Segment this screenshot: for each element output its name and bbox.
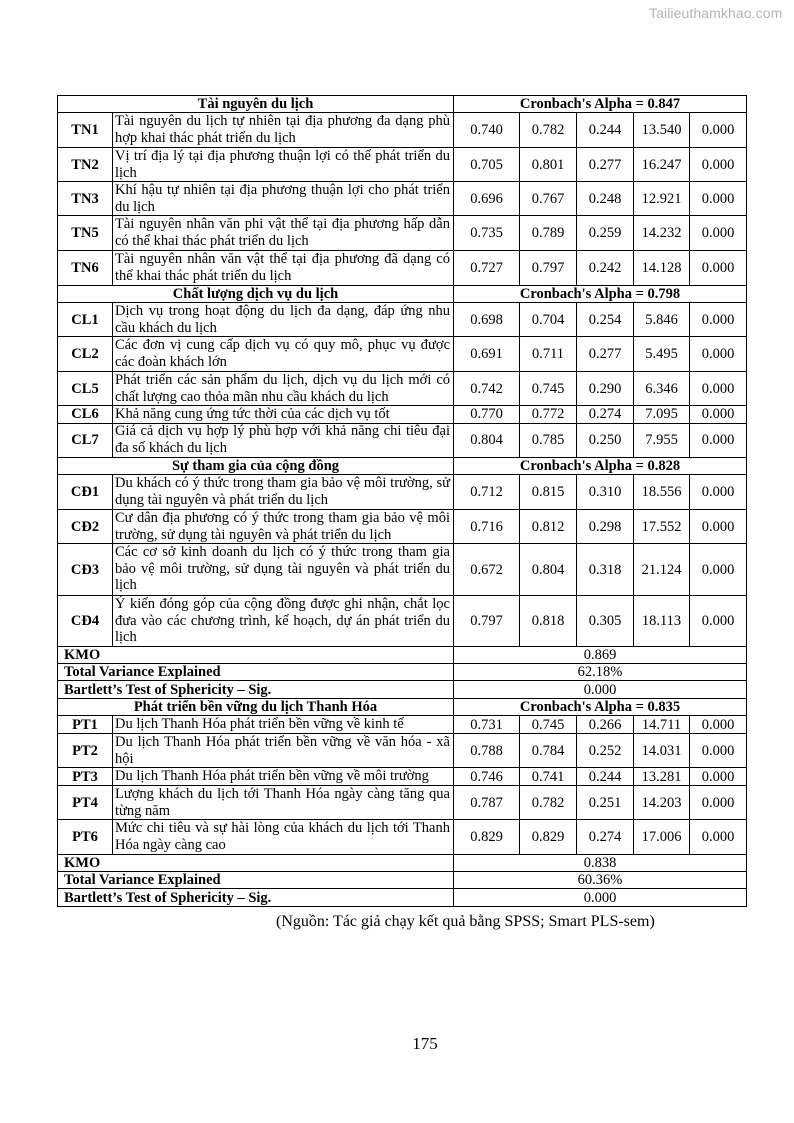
value-col-4: 5.846 — [634, 303, 690, 337]
table-row — [58, 303, 747, 337]
item-code: CĐ2 — [58, 510, 113, 544]
value-col-4: 17.006 — [634, 820, 690, 855]
item-code: CL6 — [58, 406, 113, 424]
value-col-2: 0.745 — [520, 716, 577, 734]
value-col-4: 14.203 — [634, 786, 690, 820]
value-col-5: 0.000 — [690, 786, 747, 820]
value-col-1: 0.788 — [454, 734, 520, 768]
table-row — [58, 475, 747, 510]
value-col-5: 0.000 — [690, 734, 747, 768]
table-row — [58, 337, 747, 372]
value-col-5: 0.000 — [690, 148, 747, 182]
value-col-1: 0.797 — [454, 596, 520, 647]
item-code: CĐ4 — [58, 596, 113, 647]
value-col-3: 0.259 — [577, 216, 634, 251]
value-col-4: 13.281 — [634, 768, 690, 786]
section-title: Tài nguyên du lịch — [58, 96, 454, 113]
value-col-3: 0.305 — [577, 596, 634, 647]
value-col-2: 0.812 — [520, 510, 577, 544]
value-col-4: 12.921 — [634, 182, 690, 216]
value-col-1: 0.746 — [454, 768, 520, 786]
value-col-3: 0.298 — [577, 510, 634, 544]
value-col-2: 0.782 — [520, 113, 577, 148]
cronbach-alpha: Cronbach's Alpha = 0.847 — [454, 96, 747, 113]
table-row — [58, 768, 747, 786]
value-col-1: 0.716 — [454, 510, 520, 544]
item-code: CĐ3 — [58, 544, 113, 596]
value-col-3: 0.248 — [577, 182, 634, 216]
value-col-3: 0.251 — [577, 786, 634, 820]
value-col-1: 0.712 — [454, 475, 520, 510]
table-row — [58, 251, 747, 286]
table-row — [58, 113, 747, 148]
section-header-row — [58, 699, 747, 716]
item-code: PT6 — [58, 820, 113, 855]
table-row — [58, 216, 747, 251]
value-col-5: 0.000 — [690, 303, 747, 337]
stat-label: Bartlett’s Test of Sphericity – Sig. — [58, 681, 454, 699]
table-row — [58, 596, 747, 647]
item-description: Mức chi tiêu và sự hài lòng của khách du lịch tới Thanh Hóa ngày càng cao — [113, 820, 454, 855]
value-col-1: 0.735 — [454, 216, 520, 251]
item-code: TN6 — [58, 251, 113, 286]
table-row — [58, 406, 747, 423]
value-col-4: 17.552 — [634, 510, 690, 544]
item-description: Du lịch Thanh Hóa phát triển bền vững về kinh tế — [113, 716, 454, 734]
item-description: Tài nguyên du lịch tự nhiên tại địa phương đa dạng phù hợp khai thác phát triển du lịch — [113, 113, 454, 148]
value-col-2: 0.785 — [520, 423, 577, 458]
value-col-3: 0.252 — [577, 734, 634, 768]
item-description: Các cơ sở kinh doanh du lịch có ý thức trong tham gia bảo vệ môi trường, sử dụng tài nguyên và phát triển du lịch — [113, 544, 454, 596]
value-col-3: 0.290 — [577, 372, 634, 406]
value-col-2: 0.741 — [520, 768, 577, 786]
value-col-2: 0.815 — [520, 475, 577, 510]
item-code: CL1 — [58, 303, 113, 337]
value-col-2: 0.704 — [520, 303, 577, 337]
item-code: TN2 — [58, 148, 113, 182]
source-note: (Nguồn: Tác giả chạy kết quả bằng SPSS; Smart PLS-sem) — [276, 913, 655, 930]
value-col-5: 0.000 — [690, 544, 747, 596]
item-code: TN5 — [58, 216, 113, 251]
value-col-5: 0.000 — [690, 372, 747, 406]
item-code: CL5 — [58, 372, 113, 406]
item-code: TN1 — [58, 113, 113, 148]
value-col-3: 0.244 — [577, 768, 634, 786]
item-code: PT3 — [58, 768, 113, 786]
value-col-4: 14.031 — [634, 734, 690, 768]
value-col-1: 0.696 — [454, 182, 520, 216]
value-col-1: 0.731 — [454, 716, 520, 734]
value-col-4: 18.556 — [634, 475, 690, 510]
value-col-1: 0.742 — [454, 372, 520, 406]
item-description: Lượng khách du lịch tới Thanh Hóa ngày càng tăng qua từng năm — [113, 786, 454, 820]
section-header-row — [58, 458, 747, 475]
section-title: Sự tham gia của cộng đồng — [58, 458, 454, 475]
value-col-4: 6.346 — [634, 372, 690, 406]
stat-label: Bartlett’s Test of Sphericity – Sig. — [58, 889, 454, 907]
value-col-2: 0.782 — [520, 786, 577, 820]
table-row — [58, 182, 747, 216]
section-title: Chất lượng dịch vụ du lịch — [58, 286, 454, 303]
stat-value: 62.18% — [454, 664, 747, 681]
value-col-5: 0.000 — [690, 716, 747, 734]
value-col-5: 0.000 — [690, 768, 747, 786]
value-col-3: 0.250 — [577, 423, 634, 458]
cronbach-alpha: Cronbach's Alpha = 0.798 — [454, 286, 747, 303]
value-col-5: 0.000 — [690, 216, 747, 251]
value-col-5: 0.000 — [690, 113, 747, 148]
stat-label: KMO — [58, 855, 454, 872]
item-code: PT4 — [58, 786, 113, 820]
table-row — [58, 423, 747, 458]
value-col-2: 0.784 — [520, 734, 577, 768]
item-description: Tài nguyên nhân văn phi vật thể tại địa phương hấp dẫn có thể khai thác phát triển du lịch — [113, 216, 454, 251]
value-col-3: 0.266 — [577, 716, 634, 734]
value-col-4: 14.128 — [634, 251, 690, 286]
value-col-1: 0.705 — [454, 148, 520, 182]
table-row — [58, 820, 747, 855]
value-col-5: 0.000 — [690, 406, 747, 424]
item-code: PT2 — [58, 734, 113, 768]
item-description: Du lịch Thanh Hóa phát triển bền vững về văn hóa - xã hội — [113, 734, 454, 768]
item-description: Phát triển các sản phẩm du lịch, dịch vụ du lịch mới có chất lượng cao thỏa mãn nhu cầu khách du lịch — [113, 372, 454, 406]
value-col-5: 0.000 — [690, 820, 747, 855]
value-col-4: 16.247 — [634, 148, 690, 182]
item-description: Khả năng cung ứng tức thời của các dịch vụ tốt — [113, 406, 454, 424]
item-description: Khí hậu tự nhiên tại địa phương thuận lợi cho phát triển du lịch — [113, 182, 454, 216]
table-row — [58, 544, 747, 596]
value-col-1: 0.770 — [454, 406, 520, 424]
value-col-5: 0.000 — [690, 596, 747, 647]
stat-row — [58, 647, 747, 664]
stat-value: 0.000 — [454, 889, 747, 907]
value-col-5: 0.000 — [690, 337, 747, 372]
item-description: Dịch vụ trong hoạt động du lịch đa dạng, đáp ứng nhu cầu khách du lịch — [113, 303, 454, 337]
value-col-3: 0.242 — [577, 251, 634, 286]
item-code: CL2 — [58, 337, 113, 372]
value-col-4: 7.095 — [634, 406, 690, 424]
stat-row — [58, 681, 747, 699]
value-col-5: 0.000 — [690, 510, 747, 544]
item-description: Giá cả dịch vụ hợp lý phù hợp với khả năng chi tiêu đại đa số khách du lịch — [113, 423, 454, 458]
value-col-1: 0.804 — [454, 423, 520, 458]
results-table — [57, 95, 747, 907]
value-col-2: 0.818 — [520, 596, 577, 647]
value-col-4: 14.232 — [634, 216, 690, 251]
value-col-2: 0.789 — [520, 216, 577, 251]
value-col-5: 0.000 — [690, 182, 747, 216]
stat-value: 0.838 — [454, 855, 747, 872]
value-col-3: 0.277 — [577, 148, 634, 182]
table-row — [58, 734, 747, 768]
value-col-3: 0.274 — [577, 820, 634, 855]
page-number: 175 — [412, 1034, 438, 1053]
stat-value: 0.000 — [454, 681, 747, 699]
stat-row — [58, 889, 747, 907]
value-col-1: 0.829 — [454, 820, 520, 855]
value-col-4: 21.124 — [634, 544, 690, 596]
stat-value: 60.36% — [454, 872, 747, 889]
watermark: Tailieuthamkhao.com — [649, 5, 783, 21]
cronbach-alpha: Cronbach's Alpha = 0.828 — [454, 458, 747, 475]
value-col-4: 14.711 — [634, 716, 690, 734]
value-col-1: 0.691 — [454, 337, 520, 372]
stat-row — [58, 664, 747, 681]
item-code: TN3 — [58, 182, 113, 216]
item-description: Vị trí địa lý tại địa phương thuận lợi có thể phát triển du lịch — [113, 148, 454, 182]
table-row — [58, 510, 747, 544]
value-col-1: 0.672 — [454, 544, 520, 596]
item-description: Tài nguyên nhân văn vật thể tại địa phương đã dạng có thể khai thác phát triển du lịch — [113, 251, 454, 286]
value-col-3: 0.318 — [577, 544, 634, 596]
value-col-1: 0.698 — [454, 303, 520, 337]
section-header-row — [58, 286, 747, 303]
stat-label: Total Variance Explained — [58, 664, 454, 681]
stat-value: 0.869 — [454, 647, 747, 664]
stat-row — [58, 872, 747, 889]
item-description: Ý kiến đóng góp của cộng đồng được ghi nhận, chắt lọc đưa vào các chương trình, kế hoạch, dự án phát triển du lịch — [113, 596, 454, 647]
value-col-2: 0.745 — [520, 372, 577, 406]
value-col-5: 0.000 — [690, 423, 747, 458]
item-description: Du khách có ý thức trong tham gia bảo vệ môi trường, sử dụng tài nguyên và phát triển du lịch — [113, 475, 454, 510]
value-col-3: 0.274 — [577, 406, 634, 424]
stat-row — [58, 855, 747, 872]
item-description: Du lịch Thanh Hóa phát triển bền vững về môi trường — [113, 768, 454, 786]
table-row — [58, 148, 747, 182]
stat-label: KMO — [58, 647, 454, 664]
stat-label: Total Variance Explained — [58, 872, 454, 889]
value-col-2: 0.801 — [520, 148, 577, 182]
item-description: Các đơn vị cung cấp dịch vụ có quy mô, phục vụ được các đoàn khách lớn — [113, 337, 454, 372]
value-col-2: 0.767 — [520, 182, 577, 216]
table-row — [58, 786, 747, 820]
cronbach-alpha: Cronbach's Alpha = 0.835 — [454, 699, 747, 716]
value-col-5: 0.000 — [690, 475, 747, 510]
value-col-4: 7.955 — [634, 423, 690, 458]
value-col-2: 0.829 — [520, 820, 577, 855]
value-col-1: 0.787 — [454, 786, 520, 820]
section-title: Phát triển bền vững du lịch Thanh Hóa — [58, 699, 454, 716]
value-col-3: 0.244 — [577, 113, 634, 148]
value-col-3: 0.310 — [577, 475, 634, 510]
item-code: CL7 — [58, 423, 113, 458]
value-col-4: 13.540 — [634, 113, 690, 148]
value-col-4: 18.113 — [634, 596, 690, 647]
value-col-2: 0.711 — [520, 337, 577, 372]
value-col-3: 0.254 — [577, 303, 634, 337]
item-code: CĐ1 — [58, 475, 113, 510]
value-col-4: 5.495 — [634, 337, 690, 372]
value-col-2: 0.804 — [520, 544, 577, 596]
value-col-2: 0.772 — [520, 406, 577, 424]
value-col-1: 0.740 — [454, 113, 520, 148]
value-col-5: 0.000 — [690, 251, 747, 286]
table-row — [58, 372, 747, 406]
value-col-1: 0.727 — [454, 251, 520, 286]
table-row — [58, 716, 747, 734]
section-header-row — [58, 96, 747, 113]
item-description: Cư dân địa phương có ý thức trong tham gia bảo vệ môi trường, sử dụng tài nguyên và phát triển du lịch — [113, 510, 454, 544]
item-code: PT1 — [58, 716, 113, 734]
value-col-3: 0.277 — [577, 337, 634, 372]
value-col-2: 0.797 — [520, 251, 577, 286]
